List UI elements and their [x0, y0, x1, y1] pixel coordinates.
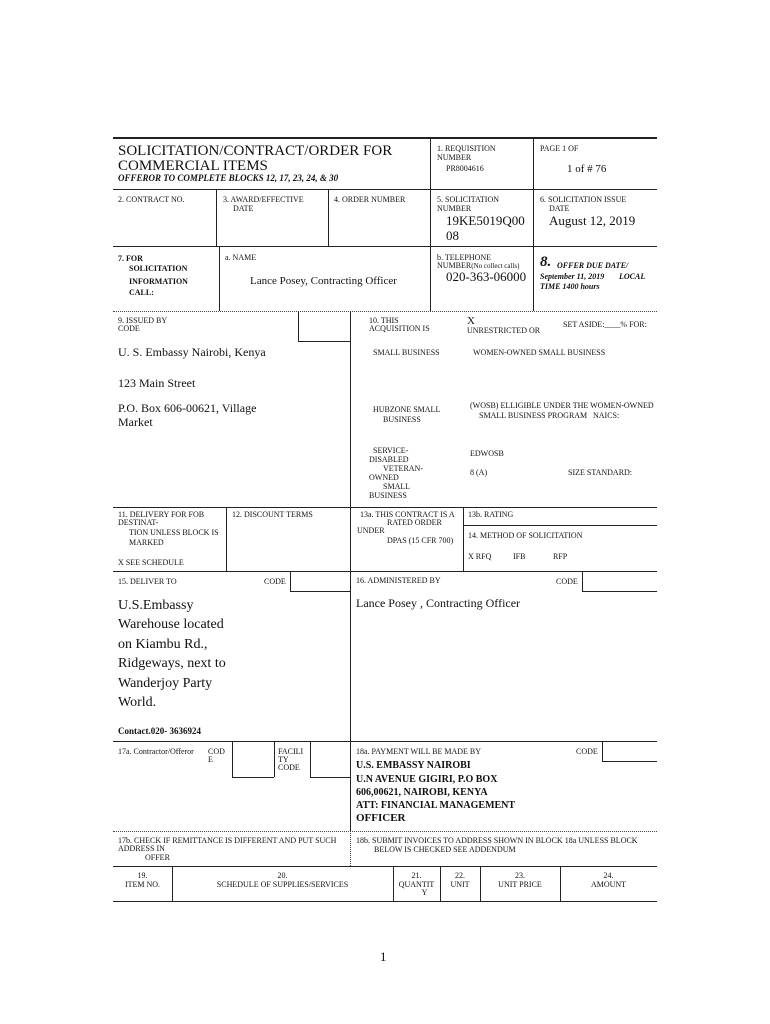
contact-name: Lance Posey, Contracting Officer — [250, 275, 397, 287]
payment-address-1: U.N AVENUE GIGIRI, P.O BOX — [356, 774, 498, 785]
col-schedule: SCHEDULE OF SUPPLIES/SERVICES — [216, 880, 349, 889]
size-standard-label: SIZE STANDARD: — [568, 468, 633, 477]
col-23-number: 23. — [515, 871, 525, 880]
payment-attention-2: OFFICER — [356, 812, 406, 824]
acquisition-label-2: ACQUISITION IS — [369, 324, 430, 333]
for-label-4: CALL: — [129, 288, 154, 297]
issue-date: August 12, 2019 — [549, 213, 636, 228]
payment-attention: ATT: FINANCIAL MANAGEMENT — [356, 800, 516, 811]
acquisition-label: 10. THIS — [369, 316, 399, 325]
col-20-number: 20. — [277, 871, 288, 880]
order-number-label: 4. ORDER NUMBER — [334, 195, 406, 204]
small-business-label: SMALL BUSINESS — [373, 348, 440, 357]
sdvosb-label-4: OWNED — [369, 473, 399, 482]
award-date-label-2: DATE — [233, 204, 254, 213]
offer-due-number: 8. — [540, 254, 552, 270]
method-label: 14. METHOD OF SOLICITATION — [468, 531, 583, 540]
page-count: 1 of # 76 — [567, 163, 607, 175]
hubzone-label: HUBZONE SMALL — [373, 405, 441, 414]
contact-number: Contact.020- 3636924 — [118, 726, 201, 736]
payment-office: U.S. EMBASSY NAIROBI — [356, 760, 471, 771]
submit-invoices-label: 18b. SUBMIT INVOICES TO ADDRESS SHOWN IN BLOCK 18a UNLESS BLOCK — [356, 836, 638, 845]
deliver-address-6: World. — [118, 695, 157, 710]
delivery-fob-label-4: MARKED — [129, 538, 164, 547]
deliver-address-5: Wanderjoy Party — [118, 676, 213, 691]
issue-date-label: 6. SOLICITATION ISSUE — [540, 195, 627, 204]
rating-label: 13b. RATING — [468, 510, 514, 519]
for-label-2: SOLICITATION — [129, 264, 188, 273]
issue-date-label-2: DATE — [549, 204, 570, 213]
contractor-code-label-2: E — [208, 755, 213, 764]
sdvosb-label-1: SERVICE- — [373, 446, 409, 455]
solicitation-number-label: 5. SOLICITATION — [437, 195, 500, 204]
award-date-label: 3. AWARD/EFFECTIVE — [223, 195, 304, 204]
solicitation-number-2: 08 — [446, 228, 459, 243]
set-aside-label: SET ASIDE:____% FOR: — [563, 320, 647, 329]
form-title-line2: COMMERCIAL ITEMS — [118, 158, 268, 174]
remittance-label: 17b. CHECK IF REMITTANCE IS DIFFERENT AND PUT SUCH — [118, 836, 337, 845]
page-label: PAGE 1 OF — [540, 144, 579, 153]
for-label-3: INFORMATION — [129, 277, 188, 286]
payment-address-2: 606,00621, NAIROBI, KENYA — [356, 787, 488, 798]
hubzone-label-2: BUSINESS — [383, 415, 421, 424]
edwosb-label: EDWOSB — [470, 449, 504, 458]
sdvosb-label-2: DISABLED — [369, 455, 409, 464]
requisition-label: 1. REQUISITION — [437, 144, 496, 153]
delivery-fob-label-2: DESTINAT- — [118, 518, 159, 527]
submit-invoices-label-2: BELOW IS CHECKED SEE ADDENDUM — [374, 845, 516, 854]
deliver-to-label: 15. DELIVER TO — [118, 577, 177, 586]
deliver-address-1: U.S.Embassy — [118, 598, 194, 613]
solicitation-number: 19KE5019Q00 — [446, 213, 525, 228]
unrestricted-mark: X — [467, 315, 475, 327]
offer-due-time: TIME 1400 hours — [540, 282, 600, 291]
page-number: 1 — [380, 949, 387, 964]
contractor-code-label: COD — [208, 747, 225, 756]
ifb-option: IFB — [513, 552, 526, 561]
administered-by: Lance Posey , Contracting Officer — [356, 596, 521, 610]
administered-by-code-label: CODE — [556, 577, 578, 586]
facility-code-label-3: CODE — [278, 763, 300, 772]
payment-label: 18a. PAYMENT WILL BE MADE BY — [356, 747, 482, 756]
offer-due-label: OFFER DUE DATE/ — [557, 261, 629, 270]
facility-code-label: FACILI — [278, 747, 304, 756]
issuer-address-1: 123 Main Street — [118, 376, 196, 390]
remittance-label-2: ADDRESS IN — [118, 844, 165, 853]
col-quantity-2: Y — [421, 888, 428, 897]
deliver-to-code-label: CODE — [264, 577, 286, 586]
deliver-address-4: Ridgeways, next to — [118, 656, 226, 671]
administered-by-label: 16. ADMINISTERED BY — [356, 576, 441, 585]
issuer-address-3: Market — [118, 415, 153, 429]
wosb-label-2: SMALL BUSINESS PROGRAM — [479, 411, 588, 420]
discount-terms-label: 12. DISCOUNT TERMS — [232, 510, 313, 519]
col-21-number: 21. — [411, 871, 422, 880]
sdvosb-label-5: SMALL — [383, 482, 411, 491]
for-label: 7. FOR — [118, 254, 143, 263]
contract-no-label: 2. CONTRACT NO. — [118, 195, 185, 204]
issued-by-code-label: CODE — [118, 324, 140, 333]
naics-label: NAICS: — [593, 411, 620, 420]
see-schedule-label: X SEE SCHEDULE — [118, 558, 184, 567]
dpas-label: DPAS (15 CFR 700) — [387, 536, 454, 545]
col-unit-price: UNIT PRICE — [498, 880, 542, 889]
rated-order-label-2: RATED ORDER — [387, 518, 442, 527]
col-quantity: QUANTIT — [398, 880, 435, 889]
sdvosb-label-3: VETERAN- — [383, 464, 423, 473]
delivery-fob-label: 11. DELIVERY FOR FOB — [118, 510, 205, 519]
payment-code-label: CODE — [576, 747, 598, 756]
col-item-no: ITEM NO. — [124, 880, 161, 889]
rfq-option: X RFQ — [468, 552, 492, 561]
unrestricted-label: UNRESTRICTED OR — [467, 326, 541, 335]
facility-code-label-2: TY — [278, 755, 289, 764]
form-title-line1: SOLICITATION/CONTRACT/ORDER FOR — [118, 143, 393, 159]
rated-order-label: 13a. THIS CONTRACT IS A — [360, 510, 455, 519]
rfp-option: RFP — [553, 552, 568, 561]
deliver-address-2: Warehouse located — [118, 617, 224, 632]
telephone-label-number: NUMBER — [437, 261, 472, 270]
eight-a-label: 8 (A) — [470, 468, 488, 477]
remittance-label-3: OFFER — [145, 853, 170, 862]
contractor-label: 17a. Contractor/Offeror — [118, 747, 194, 756]
issuer-name: U. S. Embassy Nairobi, Kenya — [118, 345, 266, 359]
telephone-note: (No collect calls) — [471, 262, 520, 270]
offer-due-local: LOCAL — [619, 272, 646, 281]
col-19-number: 19. — [137, 871, 148, 880]
name-label: a. NAME — [225, 253, 257, 262]
issuer-address-2: P.O. Box 606-00621, Village — [118, 401, 257, 415]
delivery-fob-label-3: TION UNLESS BLOCK IS — [129, 528, 219, 537]
rated-order-label-3: UNDER — [357, 526, 385, 535]
issued-by-label: 9. ISSUED BY — [118, 316, 168, 325]
requisition-number: PR8004616 — [446, 164, 484, 173]
offer-due-date: September 11, 2019 — [540, 272, 605, 281]
form-subtitle: OFFEROR TO COMPLETE BLOCKS 12, 17, 23, 24, & 30 — [118, 173, 339, 183]
telephone-number: 020-363-06000 — [446, 269, 527, 284]
telephone-label: b. TELEPHONE — [437, 253, 492, 262]
women-owned-label: WOMEN-OWNED SMALL BUSINESS — [473, 348, 606, 357]
col-unit: UNIT — [450, 880, 470, 889]
sdvosb-label-6: BUSINESS — [369, 491, 407, 500]
col-22-number: 22. — [455, 871, 465, 880]
wosb-label: (WOSB) ELLIGIBLE UNDER THE WOMEN-OWNED — [470, 401, 654, 410]
deliver-address-3: on Kiambu Rd., — [118, 637, 208, 652]
solicitation-number-label-2: NUMBER — [437, 204, 472, 213]
requisition-label-2: NUMBER — [437, 153, 472, 162]
col-amount: AMOUNT — [590, 880, 627, 889]
col-24-number: 24. — [603, 871, 614, 880]
